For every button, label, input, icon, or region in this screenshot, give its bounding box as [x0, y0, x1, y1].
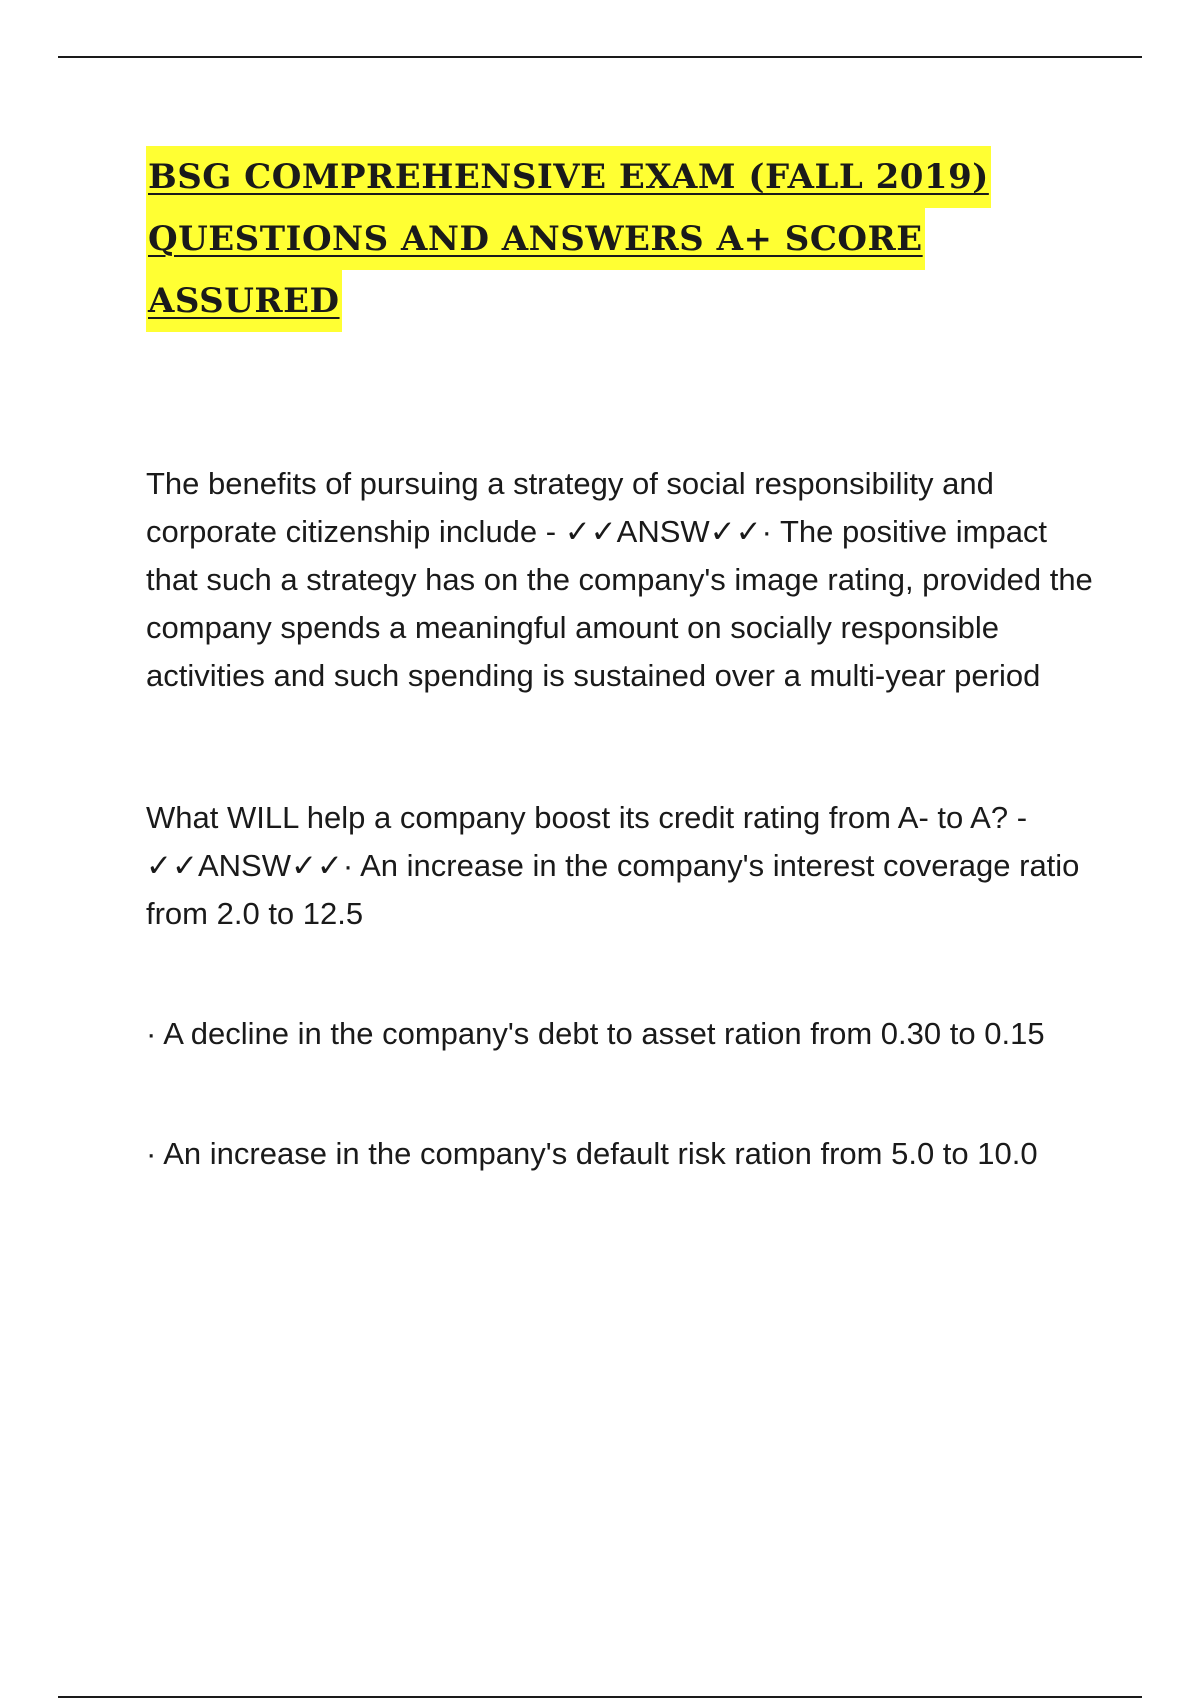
answer-bullet-default-risk: · An increase in the company's default risk ration from 5.0 to 10.0 — [146, 1136, 1038, 1171]
page-content — [146, 146, 1106, 1178]
top-rule — [58, 56, 1142, 58]
answer-paragraph-social-responsibility: The benefits of pursuing a strategy of social responsibility and corporate citizenship include - ✓✓ANSW✓✓· The positive impact that such a strategy has on the company's image rating, provided the company spends a meaningful amount on socially responsible activities and such spending is sustained over a multi-year period — [146, 466, 1093, 693]
document-title — [146, 146, 1106, 332]
title-line-3: ASSURED — [146, 270, 342, 332]
bottom-rule — [58, 1696, 1142, 1698]
answer-paragraph-credit-rating: What WILL help a company boost its credit rating from A- to A? - ✓✓ANSW✓✓· An increase in the company's interest coverage ratio from 2.0 to 12.5 — [146, 800, 1080, 931]
title-line-2: QUESTIONS AND ANSWERS A+ SCORE — [146, 208, 925, 270]
answer-bullet-debt-to-asset: · A decline in the company's debt to asset ration from 0.30 to 0.15 — [146, 1016, 1045, 1051]
title-line-1: BSG COMPREHENSIVE EXAM (FALL 2019) — [146, 146, 991, 208]
